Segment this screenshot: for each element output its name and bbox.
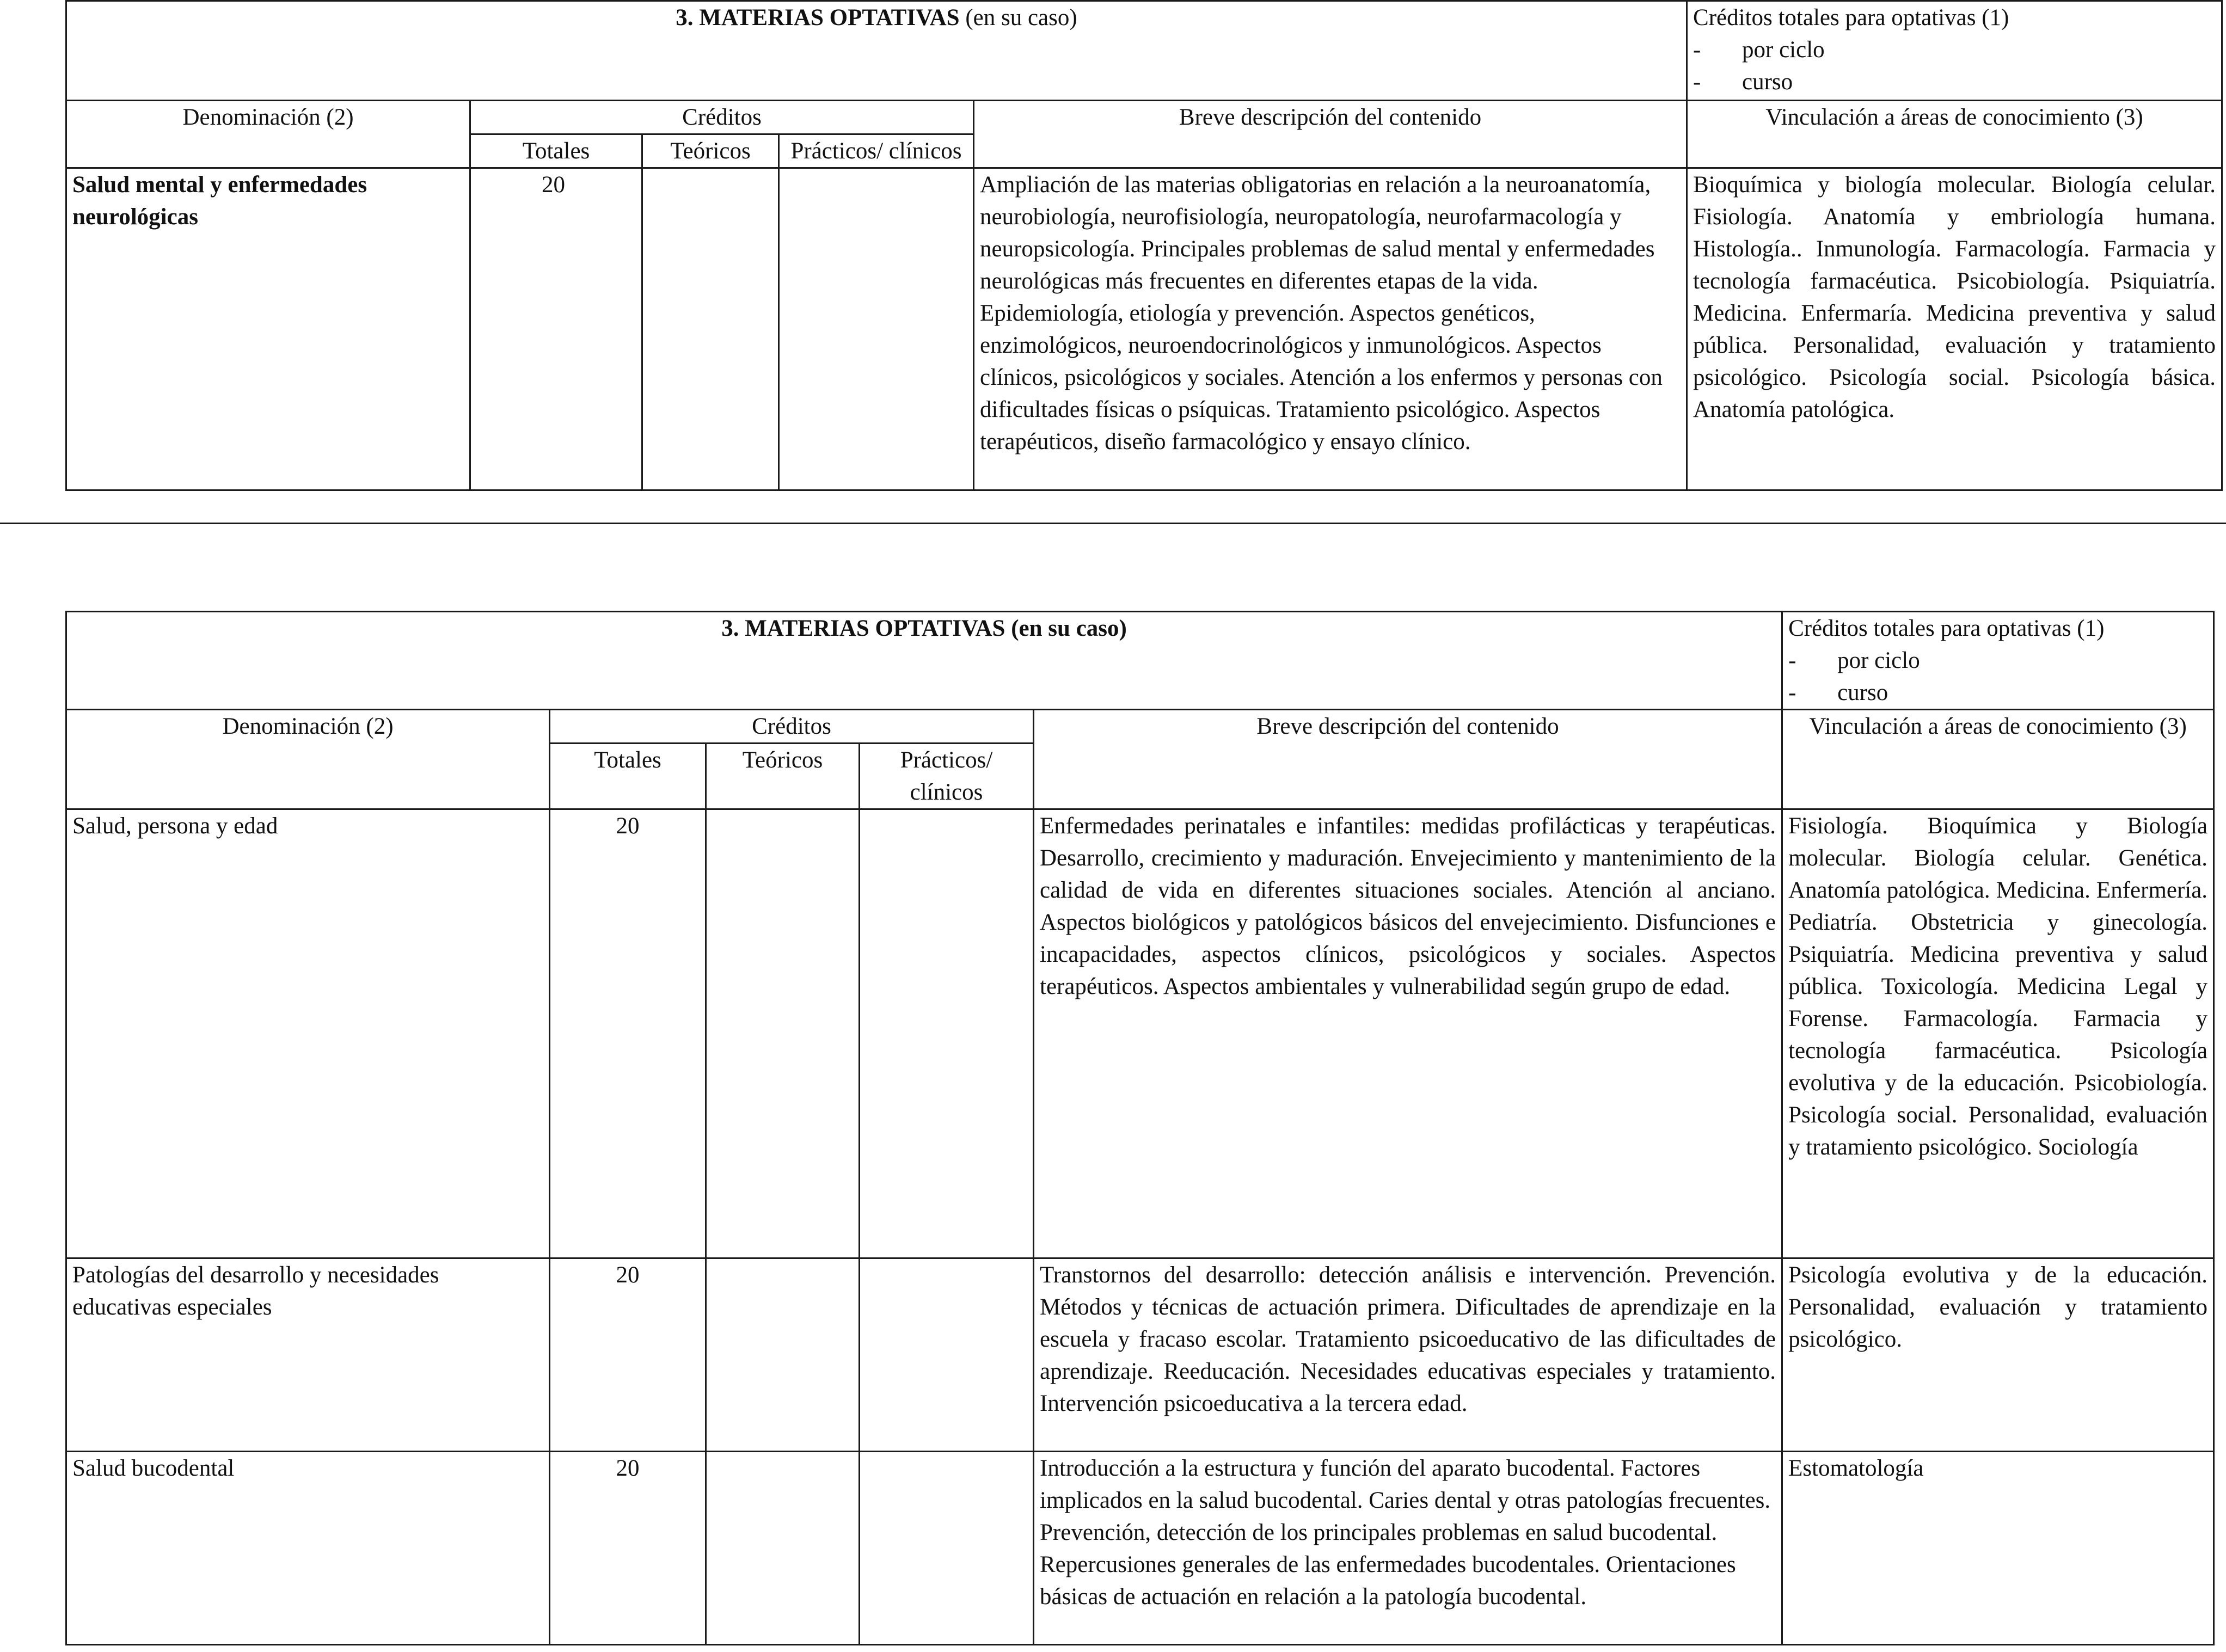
row-practicos: [860, 809, 1034, 1258]
credits-note-item: - curso: [1788, 677, 2207, 709]
table-row: [66, 168, 2222, 490]
credits-note-cell: [1782, 612, 2214, 710]
table-row: [66, 1258, 2214, 1452]
column-header-row: [66, 710, 2214, 744]
section-title-cell: [66, 612, 1782, 710]
header-creditos: Créditos: [550, 710, 1034, 744]
section-title: 3. MATERIAS OPTATIVAS: [721, 616, 1005, 641]
row-vinculacion: Fisiología. Bioquímica y Biología molecular. Biología celular. Genética. Anatomía patológica. Medicina. Enfermería. Pediatría. Obstetricia y ginecología. Psiquiatría. Medicina preventiva y salud pública. Toxicología. Medicina Legal y Forense. Farmacología. Farmacia y tecnología farmacéutica. Psicología evolutiva y de la educación. Psicobiología. Psicología social. Personalidad, evaluación y tratamiento psicológico. Sociología: [1782, 809, 2214, 1258]
credits-note-title: Créditos totales para optativas (1): [1788, 616, 2105, 641]
row-vinculacion: Bioquímica y biología molecular. Biología celular. Fisiología. Anatomía y embriología humana. Histología.. Inmunología. Farmacología. Farmacia y tecnología farmacéutica. Psicobiología. Psiquiatría. Medicina. Enfermaría. Medicina preventiva y salud pública. Personalidad, evaluación y tratamiento psicológico. Psicología social. Psicología básica. Anatomía patológica.: [1687, 168, 2222, 490]
credits-note-list: [1788, 644, 2207, 709]
credits-note-title: Créditos totales para optativas (1): [1693, 5, 2009, 30]
row-totales: 20: [550, 809, 706, 1258]
header-practicos: Prácticos/ clínicos: [779, 134, 974, 168]
row-totales: 20: [550, 1258, 706, 1452]
table-row: [66, 1452, 2214, 1645]
row-vinculacion: Psicología evolutiva y de la educación. Personalidad, evaluación y tratamiento psicológico.: [1782, 1258, 2214, 1452]
header-teoricos: Teóricos: [642, 134, 779, 168]
header-vinculacion: Vinculación a áreas de conocimiento (3): [1687, 101, 2222, 168]
row-teoricos: [706, 1452, 860, 1645]
section-title: 3. MATERIAS OPTATIVAS: [676, 5, 960, 30]
row-denominacion: Salud, persona y edad: [66, 809, 550, 1258]
section-suffix: (en su caso): [1011, 616, 1127, 641]
row-vinculacion: Estomatología: [1782, 1452, 2214, 1645]
header-denominacion: Denominación (2): [66, 710, 550, 809]
row-practicos: [860, 1258, 1034, 1452]
row-totales: 20: [470, 168, 642, 490]
credits-note-item: - curso: [1693, 66, 2216, 98]
row-descripcion: Introducción a la estructura y función del aparato bucodental. Factores implicados en la salud bucodental. Caries dental y otras patologías frecuentes. Prevención, detección de los principales problemas en salud bucodental. Repercusiones generales de las enfermedades bucodentales. Orientaciones básicas de actuación en relación a la patología bucodental.: [1034, 1452, 1782, 1645]
header-descripcion: Breve descripción del contenido: [1034, 710, 1782, 809]
header-totales: Totales: [550, 744, 706, 809]
credits-note-list: [1693, 34, 2216, 98]
header-denominacion: Denominación (2): [66, 101, 470, 168]
section-suffix: (en su caso): [965, 5, 1077, 30]
row-descripcion: Transtornos del desarrollo: detección análisis e intervención. Prevención. Métodos y técnicas de actuación primera. Dificultades de aprendizaje en la escuela y fracaso escolar. Tratamiento psicoeducativo de las dificultades de aprendizaje. Reeducación. Necesidades educativas especiales y tratamiento. Intervención psicoeducativa a la tercera edad.: [1034, 1258, 1782, 1452]
table-row: [66, 809, 2214, 1258]
credits-note-item: - por ciclo: [1788, 644, 2207, 677]
header-teoricos: Teóricos: [706, 744, 860, 809]
header-practicos: Prácticos/ clínicos: [860, 744, 1034, 809]
row-totales: 20: [550, 1452, 706, 1645]
column-header-row: [66, 101, 2222, 134]
section-header-row: [66, 1, 2222, 101]
section-header-row: [66, 612, 2214, 710]
row-teoricos: [642, 168, 779, 490]
credits-note-item: - por ciclo: [1693, 34, 2216, 66]
header-descripcion: Breve descripción del contenido: [974, 101, 1687, 168]
header-vinculacion: Vinculación a áreas de conocimiento (3): [1782, 710, 2214, 809]
optional-subjects-table-2: [65, 611, 2215, 1645]
header-creditos: Créditos: [470, 101, 974, 134]
row-teoricos: [706, 1258, 860, 1452]
credits-note-cell: [1687, 1, 2222, 101]
row-practicos: [860, 1452, 1034, 1645]
row-denominacion: Patologías del desarrollo y necesidades educativas especiales: [66, 1258, 550, 1452]
row-descripcion: Enfermedades perinatales e infantiles: medidas profilácticas y terapéuticas. Desarrollo, crecimiento y maduración. Envejecimiento y mantenimiento de la calidad de vida en diferentes situaciones sociales. Atención al anciano. Aspectos biológicos y patológicos básicos del envejecimiento. Disfunciones e incapacidades, aspectos clínicos, psicológicos y sociales. Aspectos terapéuticos. Aspectos ambientales y vulnerabilidad según grupo de edad.: [1034, 809, 1782, 1258]
header-totales: Totales: [470, 134, 642, 168]
row-descripcion: Ampliación de las materias obligatorias en relación a la neuroanatomía, neurobiología, neurofisiología, neuropatología, neurofarmacología y neuropsicología. Principales problemas de salud mental y enfermedades neurológicas más frecuentes en diferentes etapas de la vida. Epidemiología, etiología y prevención. Aspectos genéticos, enzimológicos, neuroendocrinológicos y inmunológicos. Aspectos clínicos, psicológicos y sociales. Atención a los enfermos y personas con dificultades físicas o psíquicas. Tratamiento psicológico. Aspectos terapéuticos, diseño farmacológico y ensayo clínico.: [974, 168, 1687, 490]
row-denominacion: Salud mental y enfermedades neurológicas: [66, 168, 470, 490]
page-rule: [0, 523, 2226, 524]
section-title-cell: [66, 1, 1687, 101]
row-teoricos: [706, 809, 860, 1258]
row-practicos: [779, 168, 974, 490]
row-denominacion: Salud bucodental: [66, 1452, 550, 1645]
optional-subjects-table-1: [65, 0, 2223, 491]
